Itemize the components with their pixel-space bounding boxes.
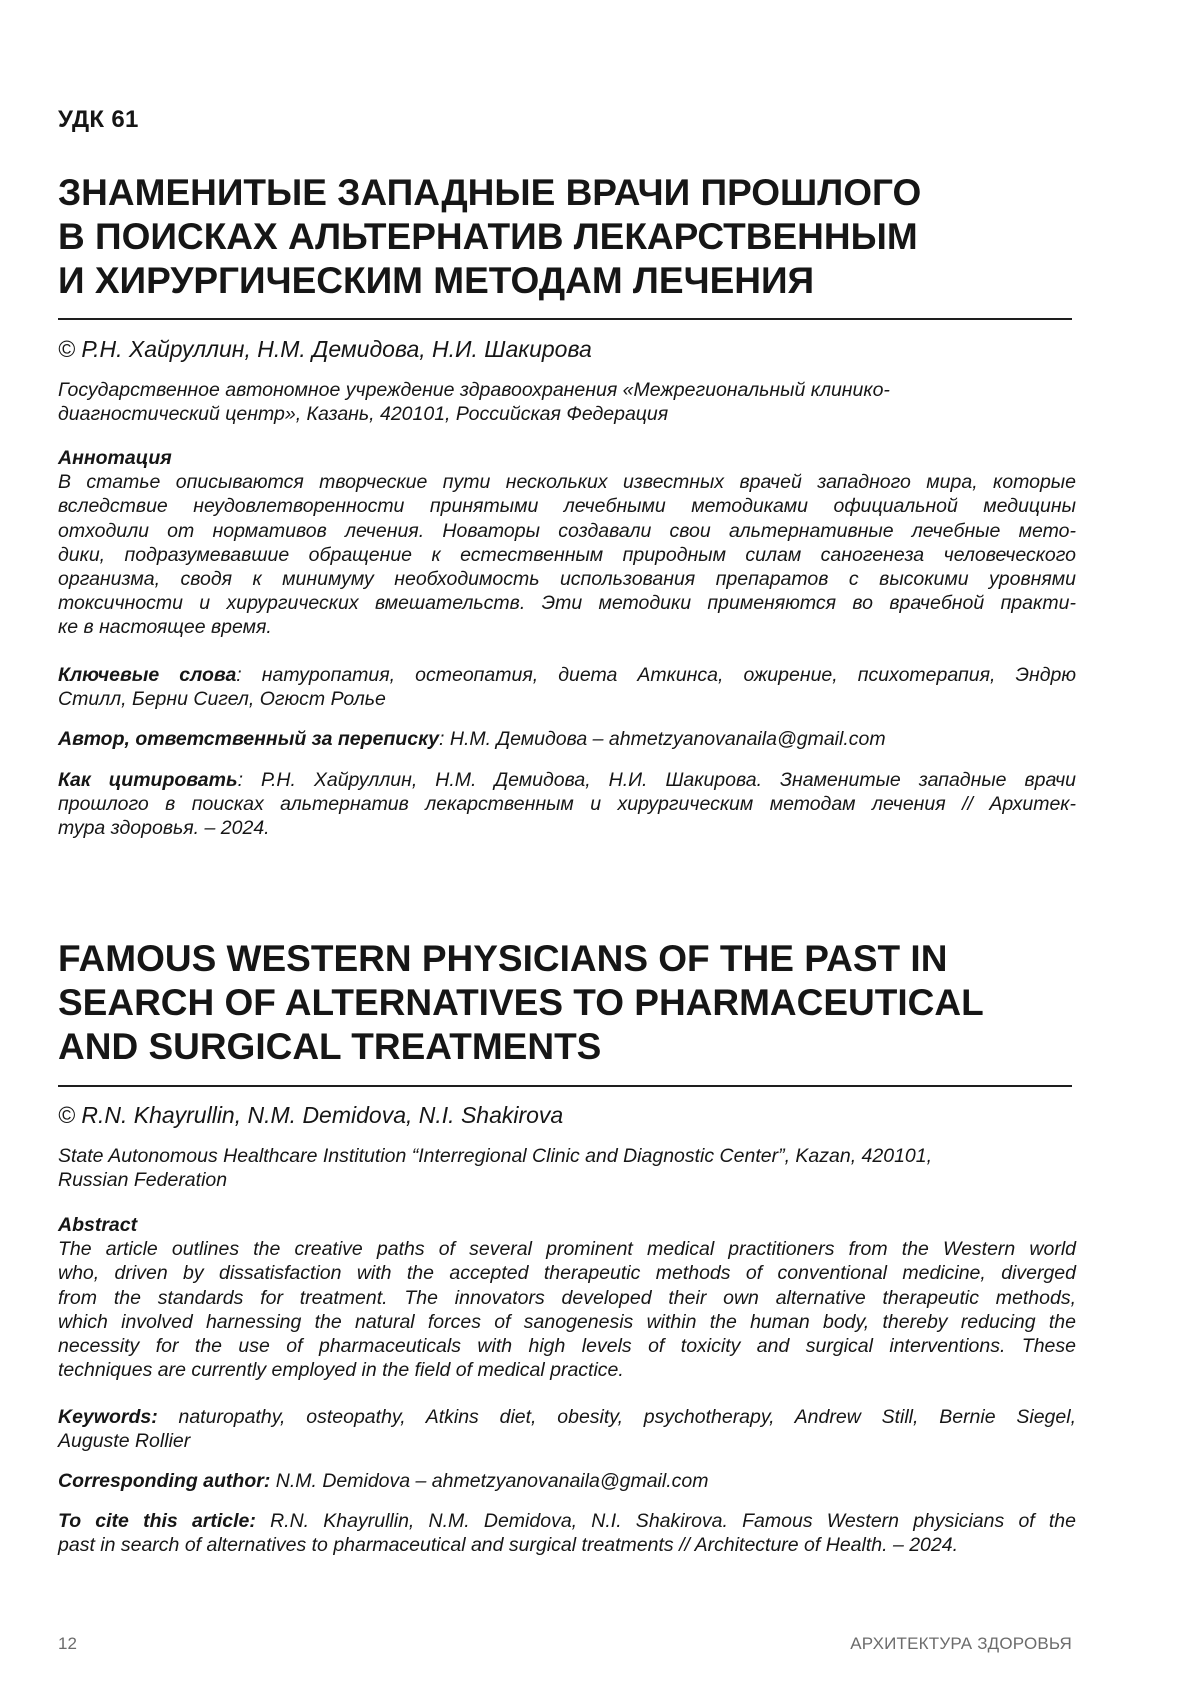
udk-code: УДК 61 — [58, 106, 139, 134]
keywords-ru-label: Ключевые слова — [58, 664, 236, 686]
cite-ru-line: тура здоровья. – 2024. — [58, 816, 1076, 840]
abstract-en-line: necessity for the use of pharmaceuticals with high levels of toxicity and surgical interventions. These — [58, 1334, 1076, 1358]
abstract-en-line: The article outlines the creative paths of several prominent medical practitioners from the Western world — [58, 1237, 1076, 1261]
affiliation-en-line: Russian Federation — [58, 1168, 1076, 1192]
abstract-ru-line: В статье описываются творческие пути нескольких известных врачей западного мира, которые — [58, 470, 1076, 494]
abstract-ru-line: токсичности и хирургических вмешательств. Эти методики применяются во врачебной практи- — [58, 591, 1076, 615]
cite-ru-line: прошлого в поисках альтернатив лекарственным и хирургическим методам лечения // Архитек- — [58, 792, 1076, 816]
keywords-en-line — [58, 1405, 1076, 1429]
title-ru-line: ЗНАМЕНИТЫЕ ЗАПАДНЫЕ ВРАЧИ ПРОШЛОГО — [58, 171, 1098, 215]
abstract-en-line: techniques are currently employed in the field of medical practice. — [58, 1358, 1076, 1382]
abstract-ru-line: организма, сводя к минимуму необходимость использования препаратов с высокими уровнями — [58, 567, 1076, 591]
cite-en-text: R.N. Khayrullin, N.M. Demidova, N.I. Shakirova. Famous Western physicians of the — [256, 1510, 1076, 1532]
abstract-ru-line: вследствие неудовлетворенности принятыми лечебными методиками официальной медицины — [58, 494, 1076, 518]
cite-ru-label: Как цитировать — [58, 769, 238, 791]
keywords-en-label: Keywords: — [58, 1406, 158, 1428]
title-ru-line: В ПОИСКАХ АЛЬТЕРНАТИВ ЛЕКАРСТВЕННЫМ — [58, 215, 1098, 259]
corresponding-ru-label: Автор, ответственный за переписку — [58, 728, 439, 750]
keywords-ru-line — [58, 663, 1076, 687]
abstract-en-line: from the standards for treatment. The innovators developed their own alternative therapeutic methods, — [58, 1286, 1076, 1310]
abstract-en-line: which involved harnessing the natural forces of sanogenesis within the human body, thereby reducing the — [58, 1310, 1076, 1334]
authors-ru: © Р.Н. Хайруллин, Н.М. Демидова, Н.И. Шакирова — [58, 336, 592, 363]
divider-ru — [58, 318, 1072, 320]
abstract-ru — [58, 446, 1076, 640]
affiliation-ru-line: диагностический центр», Казань, 420101, Российская Федерация — [58, 402, 1076, 426]
abstract-ru-line: отходили от нормативов лечения. Новаторы создавали свои альтернативные лечебные мето- — [58, 519, 1076, 543]
abstract-en-line: who, driven by dissatisfaction with the accepted therapeutic methods of conventional medicine, diverged — [58, 1261, 1076, 1285]
cite-en — [58, 1509, 1076, 1557]
abstract-ru-line: дики, подразумевавшие обращение к естественным природным силам саногенеза человеческого — [58, 543, 1076, 567]
keywords-en — [58, 1405, 1076, 1453]
cite-en-line — [58, 1509, 1076, 1533]
cite-en-label: To cite this article: — [58, 1510, 256, 1532]
keywords-ru-line: Стилл, Берни Сигел, Огюст Ролье — [58, 687, 1076, 711]
article-title-en — [58, 937, 1118, 1069]
article-title-ru — [58, 171, 1098, 303]
cite-en-line: past in search of alternatives to pharmaceutical and surgical treatments // Architecture of Health. – 2024. — [58, 1533, 1076, 1557]
affiliation-ru-line: Государственное автономное учреждение здравоохранения «Межрегиональный клинико- — [58, 378, 1076, 402]
corresponding-en-text: N.M. Demidova – ahmetzyanovanaila@gmail.com — [270, 1470, 708, 1492]
divider-en — [58, 1085, 1072, 1087]
cite-ru-line — [58, 768, 1076, 792]
corresponding-en-label: Corresponding author: — [58, 1470, 270, 1492]
cite-ru-text: : Р.Н. Хайруллин, Н.М. Демидова, Н.И. Шакирова. Знаменитые западные врачи — [238, 769, 1076, 791]
keywords-en-line: Auguste Rollier — [58, 1429, 1076, 1453]
authors-en: © R.N. Khayrullin, N.M. Demidova, N.I. Shakirova — [58, 1102, 563, 1129]
corresponding-ru — [58, 727, 1076, 751]
journal-name: АРХИТЕКТУРА ЗДОРОВЬЯ — [850, 1634, 1072, 1654]
corresponding-en — [58, 1469, 1076, 1493]
title-en-line: SEARCH OF ALTERNATIVES TO PHARMACEUTICAL — [58, 981, 1118, 1025]
corresponding-ru-text: : Н.М. Демидова – ahmetzyanovanaila@gmail.com — [439, 728, 886, 750]
abstract-ru-line: ке в настоящее время. — [58, 615, 1076, 639]
page-number: 12 — [58, 1634, 77, 1654]
title-en-line: FAMOUS WESTERN PHYSICIANS OF THE PAST IN — [58, 937, 1118, 981]
affiliation-en — [58, 1144, 1076, 1192]
abstract-heading-ru: Аннотация — [58, 446, 1076, 470]
affiliation-en-line: State Autonomous Healthcare Institution “Interregional Clinic and Diagnostic Center”, Kazan, 420101, — [58, 1144, 1076, 1168]
abstract-heading-en: Abstract — [58, 1213, 1076, 1237]
title-ru-line: И ХИРУРГИЧЕСКИМ МЕТОДАМ ЛЕЧЕНИЯ — [58, 259, 1098, 303]
keywords-en-text: naturopathy, osteopathy, Atkins diet, obesity, psychotherapy, Andrew Still, Bernie Siegel, — [158, 1406, 1076, 1428]
cite-ru — [58, 768, 1076, 841]
affiliation-ru — [58, 378, 1076, 426]
title-en-line: AND SURGICAL TREATMENTS — [58, 1025, 1118, 1069]
abstract-en — [58, 1213, 1076, 1382]
keywords-ru-text: : натуропатия, остеопатия, диета Аткинса, ожирение, психотерапия, Эндрю — [236, 664, 1076, 686]
keywords-ru — [58, 663, 1076, 711]
